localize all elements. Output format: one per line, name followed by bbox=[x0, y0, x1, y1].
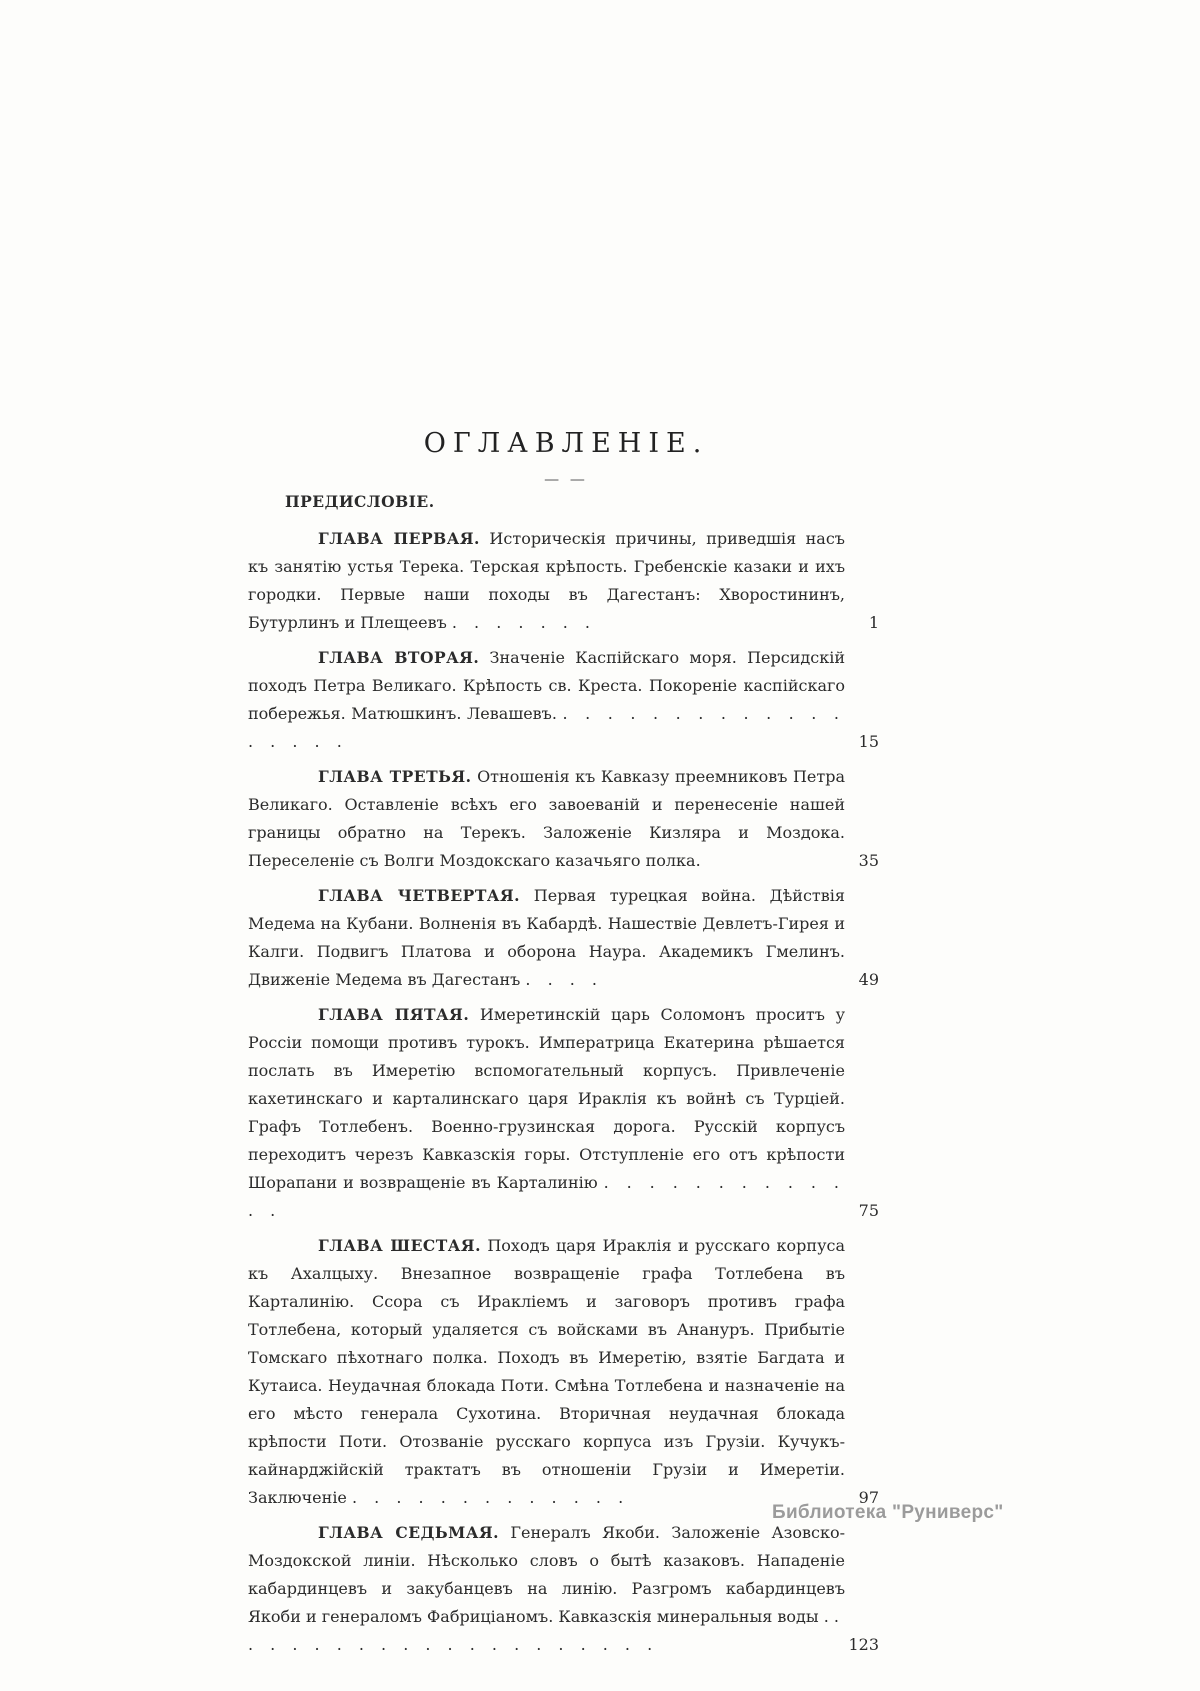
chapter-summary bbox=[248, 525, 845, 637]
chapter-description: Историческія причины, приведшія насъ къ занятію устья Терека. Терская крѣпость. Гребенскіе казаки и ихъ городки. Первые наши походы въ Дагестанъ: Хворостининъ, Бутурлинъ и Плещеевъ bbox=[248, 529, 845, 632]
chapter-heading: ГЛАВА ПЕРВАЯ. bbox=[318, 529, 480, 548]
page-number: 75 bbox=[858, 1201, 879, 1220]
chapter-heading: ГЛАВА ЧЕТВЕРТАЯ. bbox=[318, 886, 521, 905]
leader-dots: . . . . bbox=[525, 970, 604, 989]
toc-entry bbox=[248, 1519, 879, 1659]
chapter-summary bbox=[248, 1519, 845, 1659]
chapter-summary bbox=[248, 644, 845, 756]
page-number: 1 bbox=[868, 613, 879, 632]
chapter-summary bbox=[248, 1232, 845, 1512]
chapter-description: Первая турецкая война. Дѣйствія Медема на Кубани. Волненія въ Кабардѣ. Нашествіе Девлетъ-Гирея и Калги. Подвигъ Платова и оборона Наура. Академикъ Гмелинъ. Движеніе Медема въ Дагестанъ bbox=[248, 886, 845, 989]
page-number: 35 bbox=[858, 851, 879, 870]
chapter-summary bbox=[248, 763, 845, 875]
leader-dots: . . . . . . . bbox=[451, 613, 596, 632]
table-of-contents bbox=[248, 488, 879, 1666]
toc-entry bbox=[248, 763, 879, 875]
toc-entry bbox=[248, 1001, 879, 1225]
chapter-description: Имеретинскій царь Соломонъ проситъ у Россіи помощи противъ турокъ. Императрица Екатерина рѣшается послать въ Имеретію вспомогательный корпусъ. Привлеченіе кахетинскаго и карталинскаго царя Ираклія къ войнѣ съ Турціей. Графъ Тотлебенъ. Военно-грузинская дорога. Русскій корпусъ переходитъ черезъ Кавказскія горы. Отступленіе его отъ крѣпости Шорапани и возвращеніе въ Карталинію bbox=[248, 1005, 845, 1192]
page-number: 97 bbox=[858, 1488, 879, 1507]
leader-dots: . . . . . . . . . . . . . . . . . . . . bbox=[248, 1607, 845, 1654]
page-number: 15 bbox=[858, 732, 879, 751]
chapter-description: Походъ царя Ираклія и русскаго корпуса къ Ахалцыху. Внезапное возвращеніе графа Тотлебена въ Карталинію. Ссора съ Иракліемъ и заговоръ противъ графа Тотлебена, который удаляется съ войсками въ Анануръ. Прибытіе Томскаго пѣхотнаго полка. Походъ въ Имеретію, взятіе Багдата и Кутаиса. Неудачная блокада Поти. Смѣна Тотлебена и назначеніе на его мѣсто генерала Сухотина. Вторичная неудачная блокада крѣпости Поти. Отозваніе русскаго корпуса изъ Грузіи. Кучукъ-кайнарджійскій трактатъ въ отношеніи Грузіи и Имеретіи. Заключеніе bbox=[248, 1236, 845, 1507]
preface-label: ПРЕДИСЛОВІЕ. bbox=[285, 492, 435, 511]
chapter-heading: ГЛАВА СЕДЬМАЯ. bbox=[318, 1523, 500, 1542]
page-number: 49 bbox=[858, 970, 879, 989]
chapter-description: Значеніе Каспійскаго моря. Персидскій походъ Петра Великаго. Крѣпость св. Креста. Покореніе каспійскаго побережья. Матюшкинъ. Левашевъ. bbox=[248, 648, 845, 723]
page-number: 123 bbox=[848, 1635, 879, 1654]
chapter-heading: ГЛАВА ШЕСТАЯ. bbox=[318, 1236, 481, 1255]
toc-entry bbox=[248, 644, 879, 756]
page-title: ОГЛАВЛЕНІЕ. bbox=[423, 428, 709, 459]
chapter-heading: ГЛАВА ПЯТАЯ. bbox=[318, 1005, 470, 1024]
chapter-description: Генералъ Якоби. Заложеніе Азовско-Моздокской линіи. Нѣсколько словъ о бытѣ казаковъ. Нападеніе кабардинцевъ и закубанцевъ на линію. Разгромъ кабардинцевъ Якоби и генераломъ Фабриціаномъ. Кавказскія минеральныя воды . bbox=[248, 1523, 845, 1626]
leader-dots: . . . . . . . . . . . . . . . . . . bbox=[248, 704, 846, 751]
title-divider: — — bbox=[544, 470, 588, 488]
toc-entry bbox=[248, 1232, 879, 1512]
chapter-summary bbox=[248, 1001, 845, 1225]
chapter-description: Отношенія къ Кавказу преемниковъ Петра Великаго. Оставленіе всѣхъ его завоеваній и перенесеніе нашей границы обратно на Терекъ. Заложеніе Кизляра и Моздока. Переселеніе съ Волги Моздокскаго казачьяго полка. bbox=[248, 767, 846, 870]
chapter-summary bbox=[248, 882, 845, 994]
toc-entry bbox=[248, 882, 879, 994]
leader-dots: . . . . . . . . . . . . . bbox=[352, 1488, 630, 1507]
chapter-heading: ГЛАВА ВТОРАЯ. bbox=[318, 648, 480, 667]
library-watermark: Библиотека "Руниверс" bbox=[772, 1502, 1004, 1523]
chapter-heading: ГЛАВА ТРЕТЬЯ. bbox=[318, 767, 472, 786]
leader-dots: . . . . . . . . . . . . . bbox=[248, 1173, 845, 1220]
toc-entry bbox=[248, 525, 879, 637]
